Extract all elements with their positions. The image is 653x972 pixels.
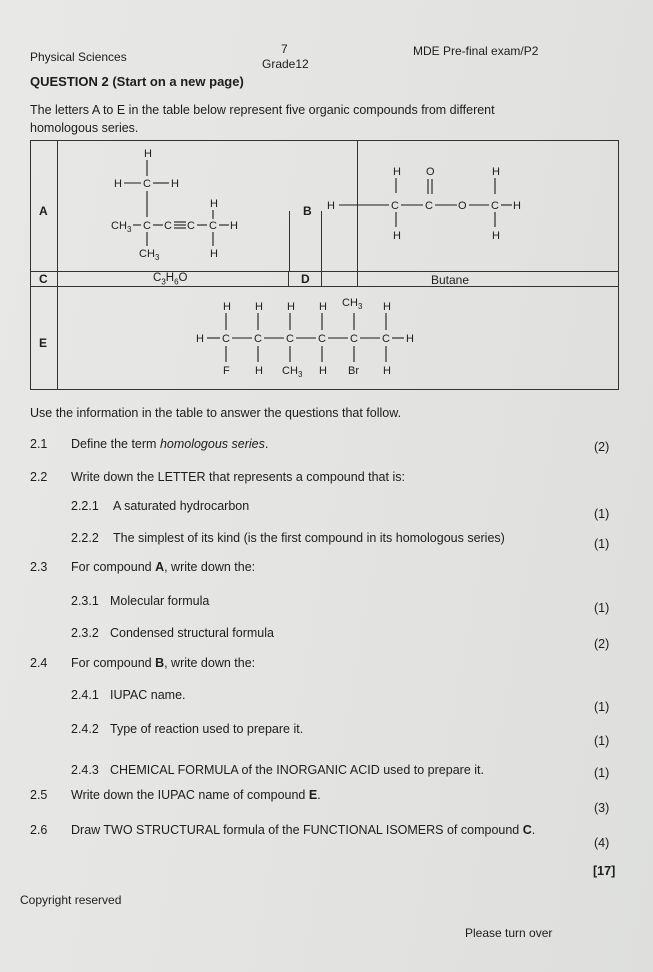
svg-text:H: H: [171, 178, 179, 190]
svg-text:CH: CH: [342, 297, 358, 309]
svg-text:H: H: [114, 178, 122, 190]
svg-text:C: C: [143, 220, 151, 232]
svg-text:C: C: [209, 220, 217, 232]
svg-text:C: C: [382, 333, 390, 345]
svg-text:C: C: [391, 200, 399, 212]
svg-text:H: H: [255, 365, 263, 377]
svg-text:H: H: [327, 200, 335, 212]
q-2-4-1-marks: (1): [594, 700, 610, 714]
svg-text:H: H: [255, 301, 263, 313]
instruction: Use the information in the table to answer the questions that follow.: [30, 406, 402, 420]
svg-text:H: H: [492, 166, 500, 178]
svg-text:H: H: [196, 333, 204, 345]
svg-text:H: H: [406, 333, 414, 345]
svg-text:C: C: [318, 333, 326, 345]
compounds-table: [30, 140, 619, 390]
q-2-2-2-num: 2.2.2: [71, 531, 99, 545]
svg-text:H: H: [513, 200, 521, 212]
q-2-2-text: Write down the LETTER that represents a compound that is:: [71, 470, 405, 484]
svg-text:H: H: [393, 230, 401, 242]
q-2-3-1-text: Molecular formula: [110, 594, 210, 608]
svg-text:C: C: [286, 333, 294, 345]
svg-text:3: 3: [155, 253, 160, 262]
question-title: QUESTION 2 (Start on a new page): [30, 74, 244, 89]
row-label-b: B: [303, 204, 312, 218]
q-2-2-1-marks: (1): [594, 507, 610, 521]
q-2-3-text: For compound A, write down the:: [71, 560, 256, 574]
structure-e: [196, 291, 456, 386]
q-2-5-num: 2.5: [30, 788, 48, 802]
svg-text:H: H: [210, 248, 218, 260]
q-2-4-text: For compound B, write down the:: [71, 656, 256, 670]
svg-text:3: 3: [127, 225, 132, 234]
q-2-4-num: 2.4: [30, 656, 48, 670]
subject-label: Physical Sciences: [30, 50, 127, 64]
svg-text:H: H: [492, 230, 500, 242]
row-label-d: D: [301, 272, 310, 286]
row-label-a: A: [39, 204, 48, 218]
svg-text:CH: CH: [111, 220, 127, 232]
svg-text:C: C: [350, 333, 358, 345]
svg-text:O: O: [426, 166, 435, 178]
q-2-1-marks: (2): [594, 440, 610, 454]
svg-text:H: H: [230, 220, 238, 232]
total-marks: [17]: [593, 864, 616, 878]
page-number: 7: [281, 42, 288, 56]
please-turn-over: Please turn over: [465, 926, 553, 940]
q-2-2-1-text: A saturated hydrocarbon: [113, 499, 250, 513]
compound-d-name: Butane: [431, 273, 470, 287]
intro-line-1: The letters A to E in the table below represent five organic compounds from different: [30, 103, 495, 117]
svg-text:H: H: [383, 365, 391, 377]
q-2-4-3-num: 2.4.3: [71, 763, 99, 777]
q-2-4-1-text: IUPAC name.: [110, 688, 186, 702]
svg-text:O: O: [458, 200, 467, 212]
exam-label: MDE Pre-final exam/P2: [413, 44, 539, 58]
q-2-5-text: Write down the IUPAC name of compound E.: [71, 788, 321, 802]
q-2-6-num: 2.6: [30, 823, 48, 837]
row-label-c: C: [39, 272, 48, 286]
svg-text:H: H: [383, 301, 391, 313]
q-2-4-2-text: Type of reaction used to prepare it.: [110, 722, 304, 736]
q-2-3-num: 2.3: [30, 560, 48, 574]
intro-line-2: homologous series.: [30, 121, 139, 135]
q-2-2-2-text: The simplest of its kind (is the first compound in its homologous series): [113, 531, 505, 545]
q-2-6-text: Draw TWO STRUCTURAL formula of the FUNCTIONAL ISOMERS of compound C.: [71, 823, 536, 837]
svg-text:C: C: [425, 200, 433, 212]
q-2-3-2-num: 2.3.2: [71, 626, 99, 640]
q-2-3-2-marks: (2): [594, 637, 610, 651]
svg-text:H: H: [210, 198, 218, 210]
svg-text:3: 3: [298, 370, 303, 379]
svg-text:H: H: [319, 301, 327, 313]
svg-text:CH: CH: [282, 365, 298, 377]
svg-text:CH: CH: [139, 248, 155, 260]
q-2-3-1-marks: (1): [594, 601, 610, 615]
structure-a: [111, 143, 291, 271]
svg-text:C: C: [143, 178, 151, 190]
svg-text:H: H: [319, 365, 327, 377]
svg-text:C: C: [164, 220, 172, 232]
q-2-2-2-marks: (1): [594, 537, 610, 551]
q-2-2-num: 2.2: [30, 470, 48, 484]
copyright: Copyright reserved: [20, 893, 122, 907]
grade-label: Grade12: [262, 57, 309, 71]
q-2-1-num: 2.1: [30, 437, 48, 451]
svg-text:H: H: [287, 301, 295, 313]
svg-text:Br: Br: [348, 365, 359, 377]
svg-text:H: H: [393, 166, 401, 178]
q-2-6-marks: (4): [594, 836, 610, 850]
svg-text:C: C: [254, 333, 262, 345]
q-2-2-1-num: 2.2.1: [71, 499, 99, 513]
q-2-4-3-text: CHEMICAL FORMULA of the INORGANIC ACID used to prepare it.: [110, 763, 484, 777]
row-label-e: E: [39, 336, 48, 350]
q-2-3-1-num: 2.3.1: [71, 594, 99, 608]
q-2-4-1-num: 2.4.1: [71, 688, 99, 702]
q-2-3-2-text: Condensed structural formula: [110, 626, 274, 640]
q-2-4-2-num: 2.4.2: [71, 722, 99, 736]
svg-text:C: C: [187, 220, 195, 232]
structure-b: [327, 161, 522, 251]
svg-text:F: F: [223, 365, 230, 377]
svg-text:H: H: [223, 301, 231, 313]
q-2-1-text: Define the term homologous series.: [71, 437, 269, 451]
svg-text:3: 3: [358, 302, 363, 311]
svg-text:C: C: [222, 333, 230, 345]
svg-text:C: C: [491, 200, 499, 212]
q-2-4-2-marks: (1): [594, 734, 610, 748]
q-2-4-3-marks: (1): [594, 766, 610, 780]
compound-c-formula: $C_3H_6O$: [153, 272, 188, 287]
svg-text:H: H: [144, 148, 152, 160]
q-2-5-marks: (3): [594, 801, 610, 815]
